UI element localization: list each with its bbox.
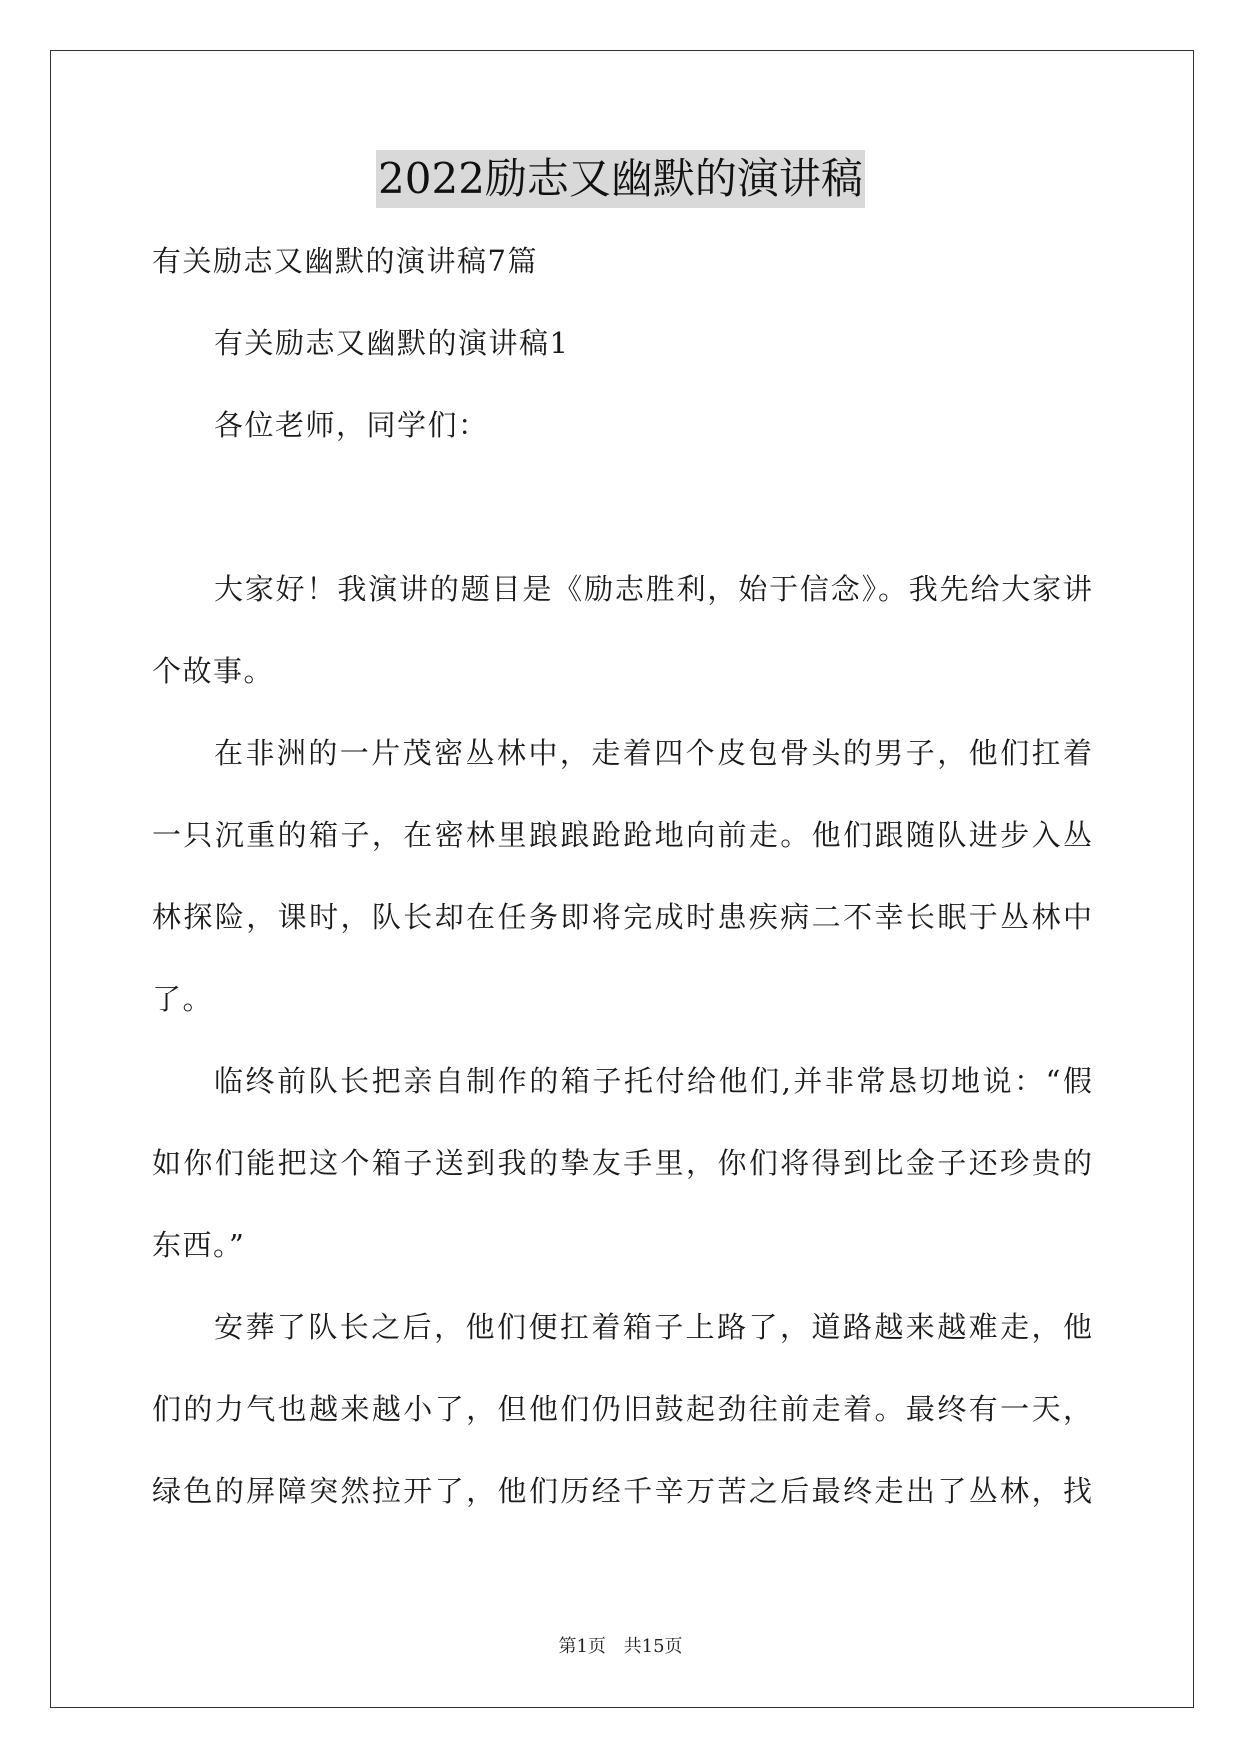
document-body xyxy=(152,238,1092,1550)
page-number: 第1页 xyxy=(558,1636,606,1657)
body-line: 临终前队长把亲自制作的箱子托付给他们,并非常恳切地说：“假 xyxy=(214,1064,1092,1098)
body-line: 大家好！我演讲的题目是《励志胜利，始于信念》。我先给大家讲 xyxy=(214,572,1092,606)
body-line: 一只沉重的箱子，在密林里踉踉跄跄地向前走。他们跟随队进步入丛 xyxy=(152,818,1092,852)
blank-line xyxy=(152,484,1092,566)
body-line: 如你们能把这个箱子送到我的挚友手里，你们将得到比金子还珍贵的 xyxy=(152,1146,1092,1180)
body-line: 林探险，课时，队长却在任务即将完成时患疾病二不幸长眠于丛林中 xyxy=(152,900,1092,934)
body-line: 了。 xyxy=(152,982,214,1016)
body-line: 们的力气也越来越小了，但他们仍旧鼓起劲往前走着。最终有一天， xyxy=(152,1392,1092,1426)
body-line: 有关励志又幽默的演讲稿1 xyxy=(214,326,570,360)
page-footer xyxy=(0,1632,1241,1658)
title-wrap xyxy=(0,150,1241,208)
body-line: 在非洲的一片茂密丛林中，走着四个皮包骨头的男子，他们扛着 xyxy=(214,736,1092,770)
body-line: 有关励志又幽默的演讲稿7篇 xyxy=(152,244,538,278)
body-line: 个故事。 xyxy=(152,654,275,688)
body-line: 绿色的屏障突然拉开了，他们历经千辛万苦之后最终走出了丛林，找 xyxy=(152,1474,1092,1508)
body-line: 东西。” xyxy=(152,1228,246,1262)
document-title: 2022励志又幽默的演讲稿 xyxy=(376,150,865,208)
body-line: 安葬了队长之后，他们便扛着箱子上路了，道路越来越难走，他 xyxy=(214,1310,1092,1344)
body-line: 各位老师，同学们： xyxy=(214,408,489,442)
page-total: 共15页 xyxy=(623,1636,683,1657)
